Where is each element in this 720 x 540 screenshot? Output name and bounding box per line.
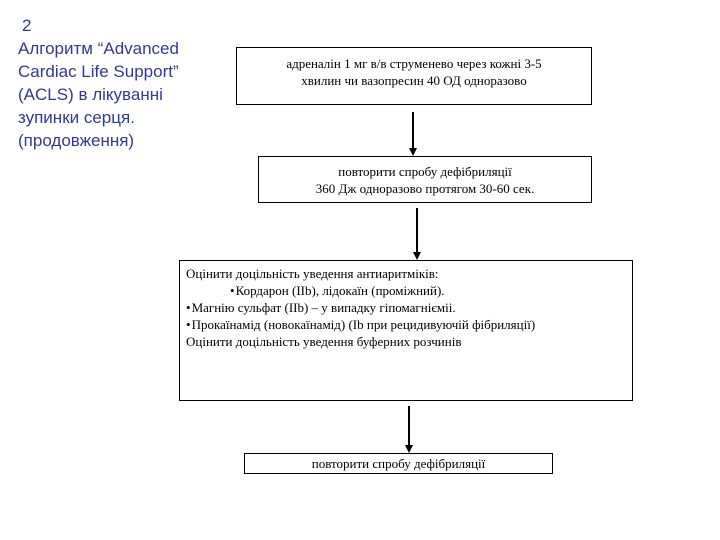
step-antiarrhythmics-box — [179, 260, 633, 401]
slide-title-line-4: зупинки серця. — [18, 108, 135, 127]
antiarrhythmics-item-2: • Магнію сульфат (IIb) – у випадку гіпомагнієміі. — [186, 299, 632, 316]
slide-title-line-3: (ACLS) в лікуванні — [18, 85, 163, 104]
slide-title-line-5: (продовження) — [18, 131, 135, 150]
antiarrhythmics-item-1: • Кордарон (IIb), лідокаїн (проміжний). — [186, 282, 632, 299]
slide-title-line-1: Алгоритм “Advanced — [18, 39, 179, 58]
slide-title-line-2: Cardiac Life Support” — [18, 62, 179, 81]
step-repeat-defibrillation-box — [244, 453, 553, 474]
step-defibrillation-line-1: повторити спробу дефібриляції — [338, 164, 512, 179]
slide-number: 2 — [22, 16, 32, 35]
step-adrenaline-line-1: адреналін 1 мг в/в струменево через кожні 3-5 — [286, 56, 542, 71]
step-adrenaline-box — [236, 47, 592, 105]
step-defibrillation-line-2: 360 Дж одноразово протягом 30-60 сек. — [315, 181, 535, 196]
step-adrenaline-line-2: хвилин чи вазопресин 40 ОД одноразово — [301, 73, 527, 88]
buffer-solutions-line: Оцінити доцільність уведення буферних розчинів — [186, 334, 462, 349]
step-defibrillation-box — [258, 156, 592, 203]
repeat-defibrillation-text: повторити спробу дефібриляції — [311, 456, 486, 471]
antiarrhythmics-item-3: • Прокаїнамід (новокаїнамід) (Ib при рецидивуючій фібриляції) — [186, 316, 632, 333]
antiarrhythmics-heading: Оцінити доцільність уведення антиаритміків: — [186, 266, 439, 281]
